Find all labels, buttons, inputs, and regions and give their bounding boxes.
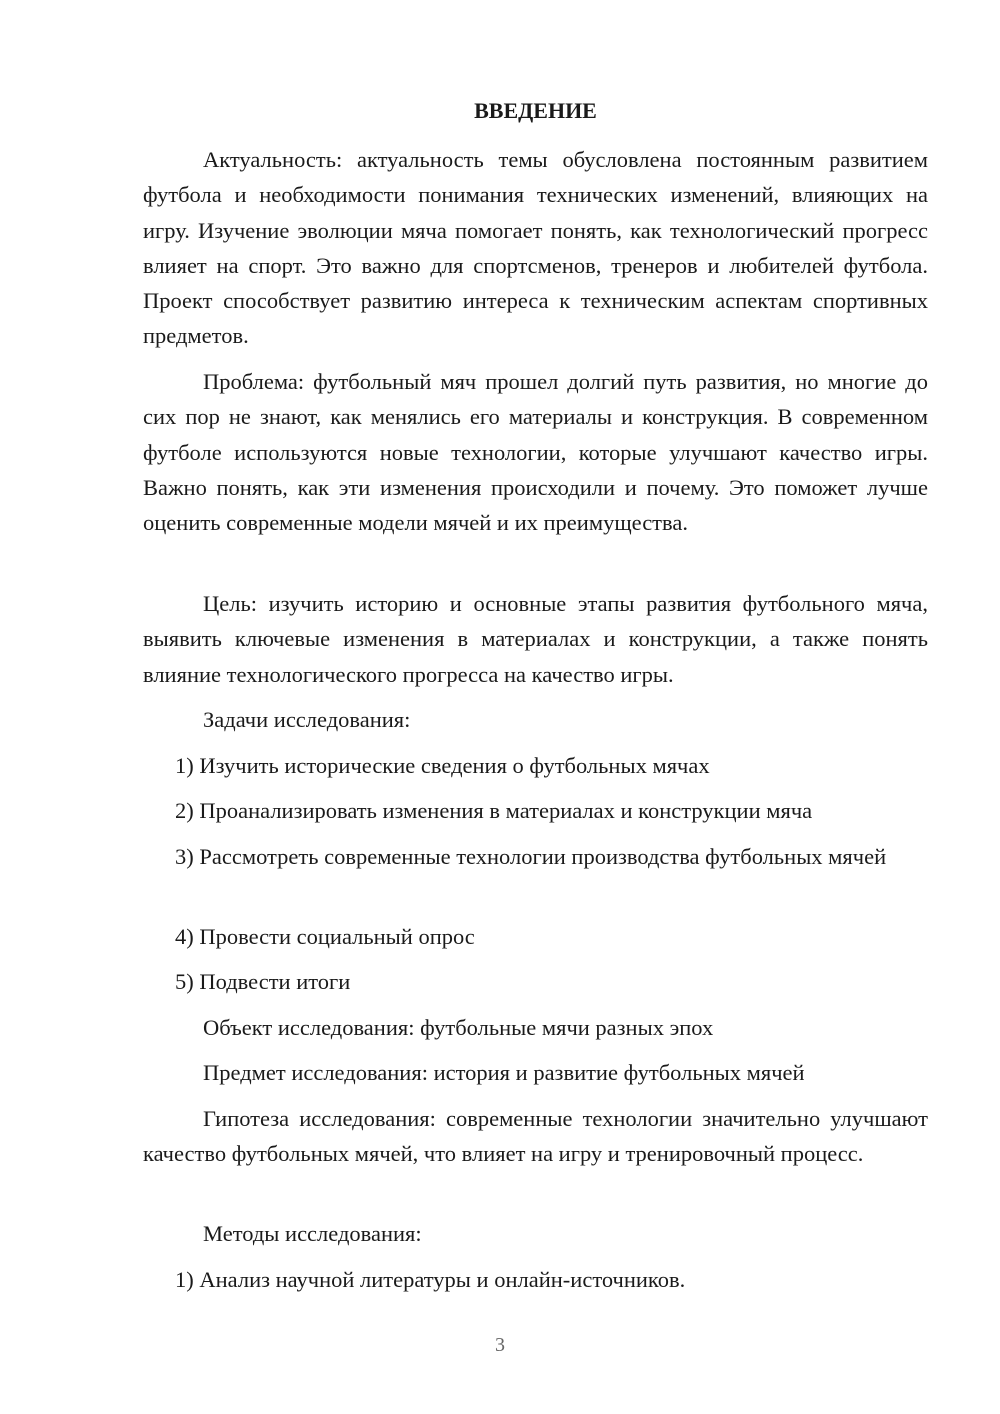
research-hypothesis: Гипотеза исследования: современные технологии значительно улучшают качество футбольных мячей, что влияет на игру и тренировочный процесс. — [143, 1106, 928, 1167]
relevance-paragraph: Актуальность: актуальность темы обусловлена постоянным развитием футбола и необходимости понимания технических изменений, влияющих на игру. Изучение эволюции мяча помогает понять, как технологический прогресс влияет на спорт. Это важно для спортсменов, тренеров и любителей футбола. Проект способствует развитию интереса к техническим аспектам спортивных предметов. — [143, 147, 928, 349]
problem-paragraph: Проблема: футбольный мяч прошел долгий путь развития, но многие до сих пор не знают, как менялись его материалы и конструкция. В современном футболе используются новые технологии, которые улучшают качество игры. Важно понять, как эти изменения происходили и почему. Это поможет лучше оценить современные модели мячей и их преимущества. — [143, 369, 928, 536]
research-object: Объект исследования: футбольные мячи разных эпох — [203, 1015, 714, 1040]
method-item-1: 1) Анализ научной литературы и онлайн-источников. — [175, 1267, 686, 1292]
task-item-4: 4) Провести социальный опрос — [175, 924, 475, 949]
page-number: 3 — [495, 1334, 505, 1356]
task-item-1: 1) Изучить исторические сведения о футбольных мячах — [175, 753, 710, 778]
page-title: ВВЕДЕНИЕ — [474, 98, 597, 123]
methods-title: Методы исследования: — [203, 1221, 422, 1246]
goal-paragraph: Цель: изучить историю и основные этапы развития футбольного мяча, выявить ключевые изменения в материалах и конструкции, а также понять влияние технологического прогресса на качество игры. — [143, 591, 928, 687]
tasks-title: Задачи исследования: — [203, 707, 411, 732]
task-item-5: 5) Подвести итоги — [175, 969, 351, 994]
task-item-3: 3) Рассмотреть современные технологии производства футбольных мячей — [175, 844, 887, 869]
task-item-2: 2) Проанализировать изменения в материалах и конструкции мяча — [175, 798, 813, 823]
research-subject: Предмет исследования: история и развитие футбольных мячей — [203, 1060, 805, 1085]
